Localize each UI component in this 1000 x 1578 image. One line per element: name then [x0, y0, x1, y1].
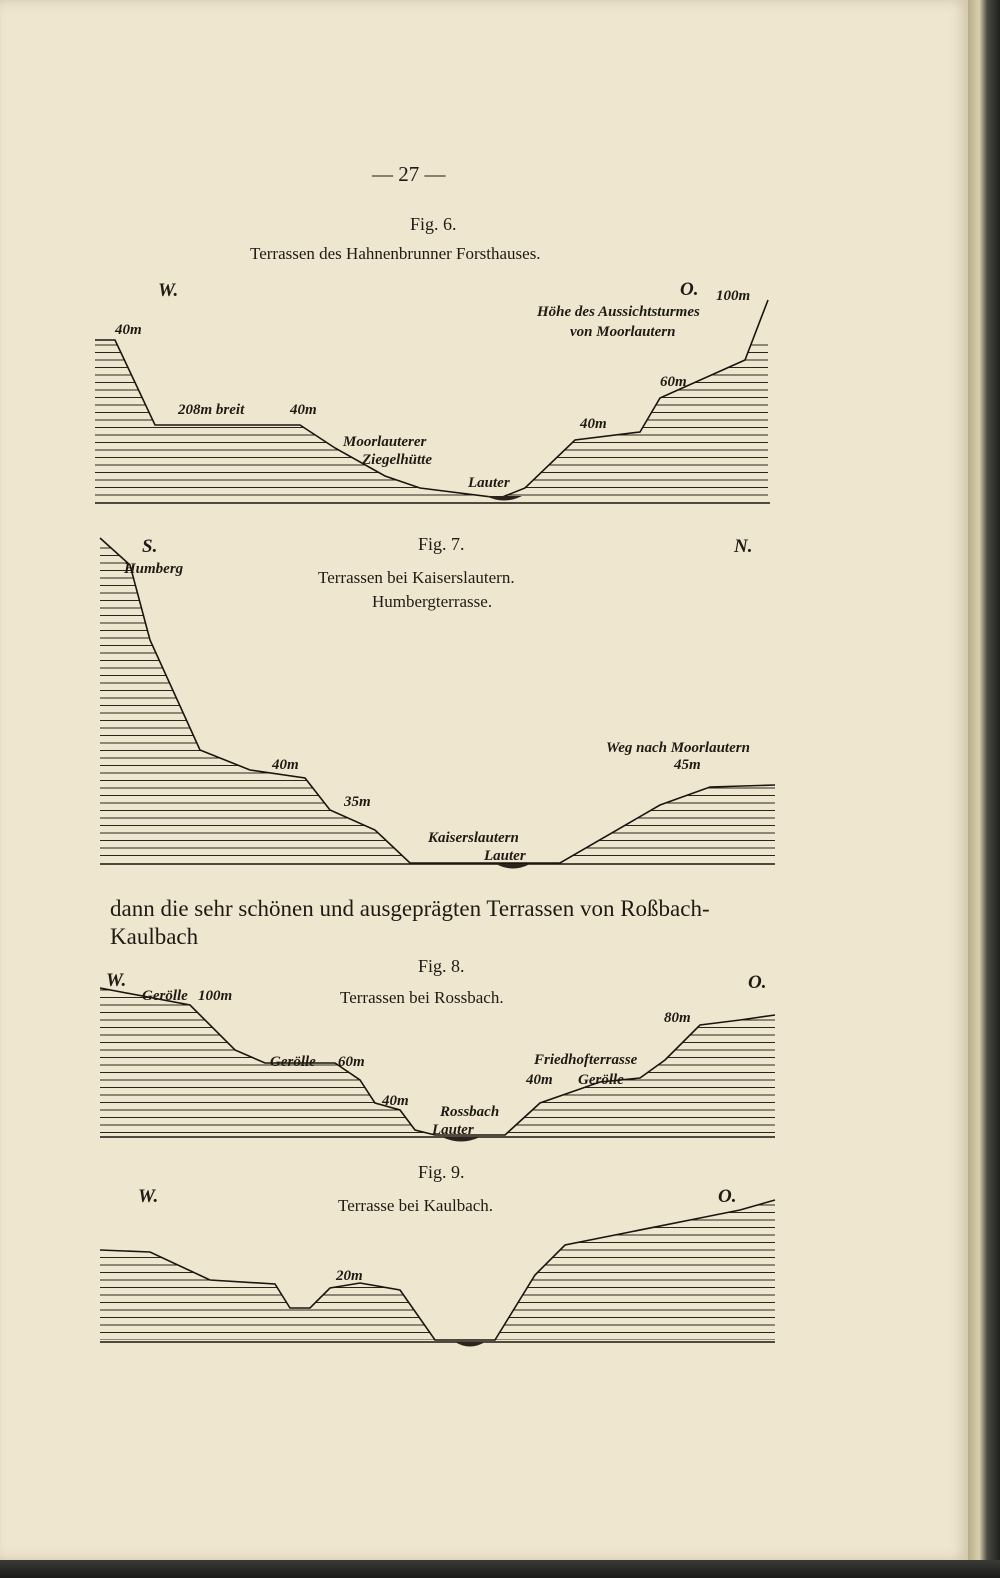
fig9-hatching	[100, 1205, 775, 1340]
fig7-label-45m: 45m	[674, 757, 701, 773]
fig6-label-left-40m: 40m	[115, 322, 142, 338]
fig8-label-80m: 80m	[664, 1010, 691, 1026]
fig6-label-right-40m: 40m	[580, 416, 607, 432]
fig6-label-ziegel1: Moorlauterer	[343, 434, 427, 450]
fig8-caption: Fig. 8.	[418, 956, 465, 976]
fig7-label-kaiserslautern: Kaiserslautern	[428, 830, 519, 846]
fig8-label-lauter: Lauter	[432, 1122, 474, 1138]
fig7-label-humberg: Humberg	[124, 561, 184, 577]
fig6-label-tower2: von Moorlautern	[570, 324, 676, 340]
fig8-label-60m: 60m	[338, 1054, 365, 1070]
fig7-north: N.	[734, 536, 753, 557]
fig9-terrain-line	[100, 1200, 775, 1340]
fig6-title: Terrassen des Hahnenbrunner Forsthauses.	[250, 244, 541, 263]
fig8-title: Terrassen bei Rossbach.	[340, 988, 504, 1007]
fig6-label-lauter: Lauter	[468, 475, 510, 491]
fig8-label-geroelle-right: Gerölle	[578, 1072, 624, 1088]
fig8-label-geroelle-top: Gerölle	[142, 988, 188, 1004]
book-bottom-edge	[0, 1560, 1000, 1578]
fig7-south: S.	[142, 536, 158, 557]
fig7-label-35m: 35m	[344, 794, 371, 810]
fig6-label-100m: 100m	[716, 288, 751, 304]
fig6-label-tower1: Höhe des Aussichtsturmes	[537, 304, 700, 320]
body-text-line2: Kaulbach	[110, 924, 199, 949]
fig6-river-bed	[486, 496, 522, 501]
fig8-label-geroelle-mid: Gerölle	[270, 1054, 316, 1070]
fig6-west: W.	[158, 280, 179, 301]
body-text-line1: dann die sehr schönen und ausgeprägten Terrassen von Roßbach-	[110, 896, 710, 921]
book-edge	[968, 0, 1000, 1578]
fig9-west: W.	[138, 1186, 159, 1207]
fig6-label-ziegel2: Ziegelhütte	[362, 452, 432, 468]
fig8-label-rossbach: Rossbach	[440, 1104, 500, 1120]
fig6-label-60m: 60m	[660, 374, 687, 390]
fig9-title: Terrasse bei Kaulbach.	[338, 1196, 494, 1215]
fig9-label-20m: 20m	[336, 1268, 363, 1284]
fig8-label-100m: 100m	[198, 988, 233, 1004]
fig6-caption: Fig. 6.	[410, 214, 457, 234]
fig8-label-friedhof: Friedhofterrasse	[534, 1052, 638, 1068]
fig9-caption: Fig. 9.	[418, 1162, 465, 1182]
fig7-title2: Humbergterrasse.	[372, 592, 493, 611]
fig6-label-mid-40m: 40m	[290, 402, 317, 418]
fig8-east: O.	[748, 972, 767, 993]
fig9-east: O.	[718, 1186, 737, 1207]
fig7-label-lauter: Lauter	[484, 848, 526, 864]
fig6-label-breit: 208m breit	[178, 402, 245, 418]
fig7-label-weg: Weg nach Moorlautern	[606, 740, 750, 756]
fig8-west: W.	[106, 970, 127, 991]
fig7-label-40m: 40m	[272, 757, 299, 773]
fig6-east: O.	[680, 279, 699, 300]
fig8-label-40m-right: 40m	[526, 1072, 553, 1088]
fig6-hatching	[95, 345, 770, 495]
fig7-caption: Fig. 7.	[418, 534, 465, 554]
page-number: — 27 —	[372, 162, 446, 186]
fig9-river-bed	[455, 1342, 485, 1347]
fig8-label-40m-low: 40m	[382, 1093, 409, 1109]
fig7-title1: Terrassen bei Kaiserslautern.	[318, 568, 515, 587]
